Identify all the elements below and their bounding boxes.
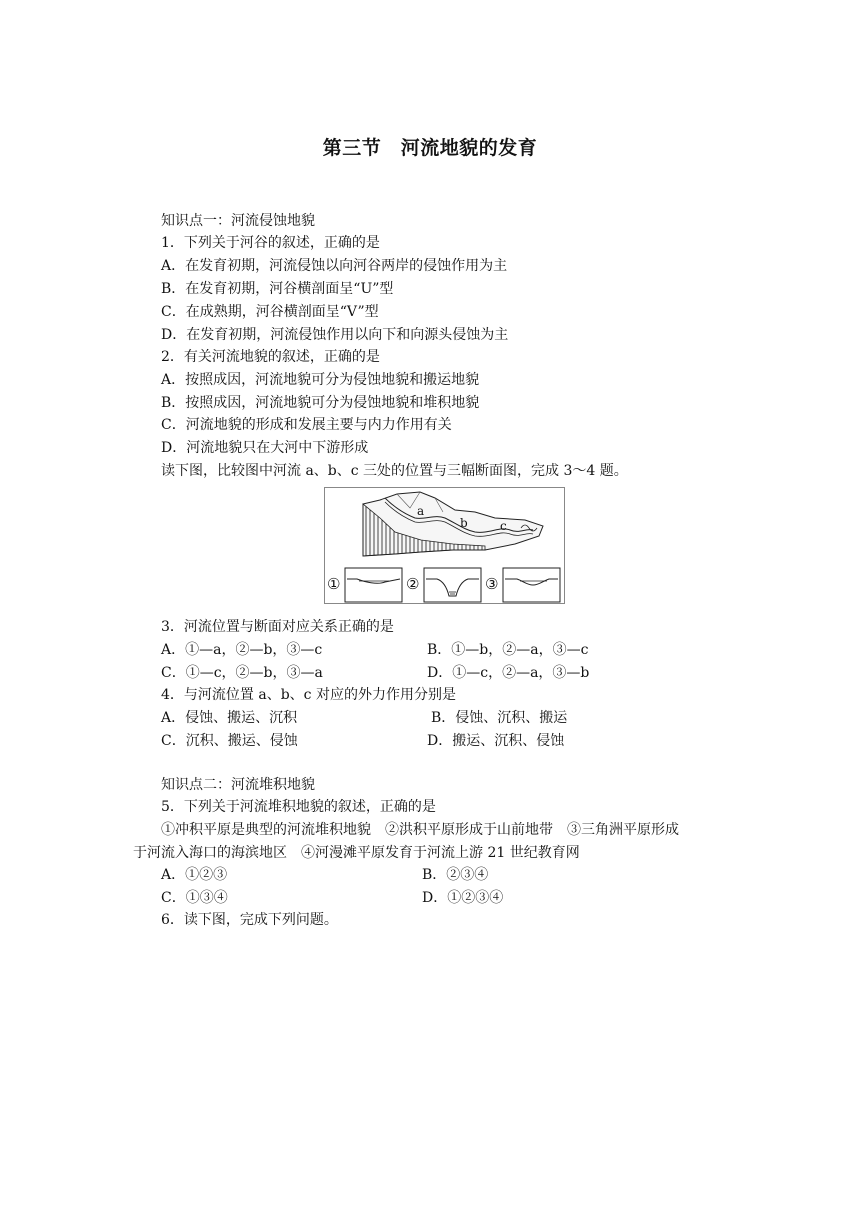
- q2-option-a: A．按照成因，河流地貌可分为侵蚀地貌和搬运地貌: [161, 372, 480, 388]
- page-title: 第三节 河流地貌的发育: [322, 137, 538, 159]
- q1-option-d: D．在发育初期，河流侵蚀作用以向下和向源头侵蚀为主: [161, 327, 509, 343]
- river-figure: [324, 487, 565, 604]
- q4-option-d: D．搬运、沉积、侵蚀: [427, 733, 565, 749]
- q4-stem: 4．与河流位置 a、b、c 对应的外力作用分别是: [161, 687, 456, 703]
- q3-option-a: A．①—a，②—b，③—c: [161, 642, 323, 658]
- section-label-3: ③: [485, 575, 499, 593]
- q2-stem: 2．有关河流地貌的叙述，正确的是: [161, 349, 380, 365]
- q1-stem: 1．下列关于河谷的叙述，正确的是: [161, 235, 380, 251]
- q2-option-d: D．河流地貌只在大河中下游形成: [161, 440, 369, 456]
- q3-option-c: C．①—c，②—b，③—a: [161, 665, 323, 681]
- section-label-2: ②: [406, 575, 420, 593]
- read-figure-instruction: 读下图，比较图中河流 a、b、c 三处的位置与三幅断面图，完成 3～4 题。: [161, 463, 628, 479]
- q5-statements-line2: 于河流入海口的海滨地区 ④河漫滩平原发育于河流上游 21 世纪教育网: [133, 845, 580, 861]
- q5-option-b: B．②③④: [422, 867, 489, 883]
- section1-heading: 知识点一：河流侵蚀地貌: [161, 213, 315, 229]
- q3-stem: 3．河流位置与断面对应关系正确的是: [161, 619, 394, 635]
- section-label-1: ①: [327, 575, 341, 593]
- q6-stem: 6．读下图，完成下列问题。: [161, 912, 338, 928]
- q2-option-b: B．按照成因，河流地貌可分为侵蚀地貌和堆积地貌: [161, 395, 480, 411]
- q5-statements-line1: ①冲积平原是典型的河流堆积地貌 ②洪积平原形成于山前地带 ③三角洲平原形成: [161, 822, 679, 838]
- q1-option-a: A．在发育初期，河流侵蚀以向河谷两岸的侵蚀作用为主: [161, 258, 508, 274]
- q5-stem: 5．下列关于河流堆积地貌的叙述，正确的是: [161, 799, 436, 815]
- section2-heading: 知识点二：河流堆积地貌: [161, 777, 315, 793]
- cross-section-2: [424, 568, 481, 602]
- q3-option-d: D．①—c，②—a，③—b: [427, 665, 590, 681]
- q4-option-a: A．侵蚀、搬运、沉积: [161, 710, 298, 726]
- q1-option-b: B．在发育初期，河谷横剖面呈“U”型: [161, 281, 394, 297]
- q5-option-a: A．①②③: [161, 867, 228, 883]
- q4-option-b: B．侵蚀、沉积、搬运: [431, 710, 568, 726]
- map-label-c: c: [500, 519, 507, 533]
- q5-option-d: D．①②③④: [422, 890, 504, 906]
- q5-option-c: C．①③④: [161, 890, 228, 906]
- q3-option-b: B．①—b，②—a，③—c: [427, 642, 589, 658]
- q4-option-c: C．沉积、搬运、侵蚀: [161, 733, 298, 749]
- river-terrain-map: [363, 492, 543, 556]
- map-label-b: b: [460, 516, 468, 530]
- cross-section-1: [345, 568, 402, 602]
- q1-option-c: C．在成熟期，河谷横剖面呈“V”型: [161, 304, 379, 320]
- map-label-a: a: [417, 504, 425, 518]
- q2-option-c: C．河流地貌的形成和发展主要与内力作用有关: [161, 417, 452, 433]
